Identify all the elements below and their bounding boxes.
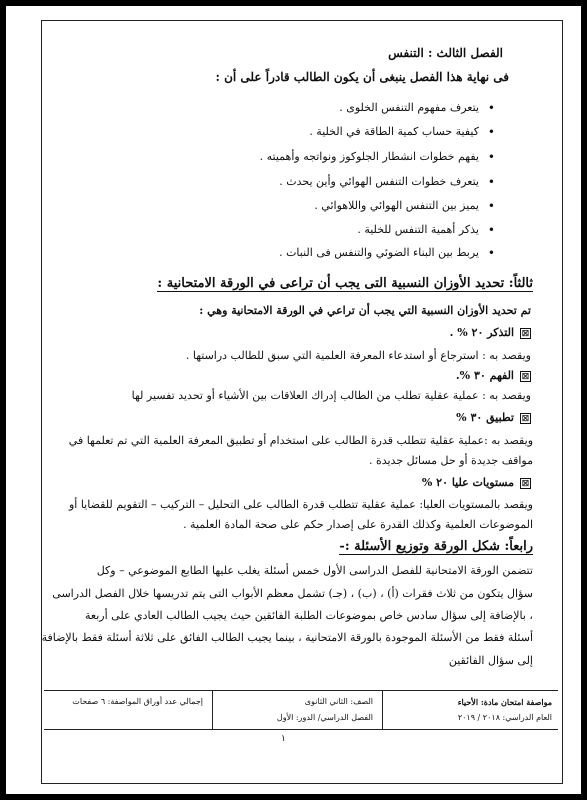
weights-intro: تم تحديد الأوزان النسبية التي يجب أن تراعي في الورقة الامتحانية وهي : xyxy=(199,304,531,317)
list-item: • يذكر أهمية التنفس للخلية . xyxy=(357,223,495,237)
list-item: • يربط بين البناء الضوئي والتنفس فى النبات . xyxy=(279,246,495,260)
chapter-intro: فى نهاية هذا الفصل ينبغى أن يكون الطالب قادراً على أن : xyxy=(215,70,509,84)
page-border xyxy=(41,20,563,784)
distribution-line: سؤال يتكون من ثلاث فقرات (أ) ، (ب) ، (جـ) تشمل معظم الأبواب التى يتم تدريسها خلال الفصل الدراسى xyxy=(52,587,533,600)
distribution-heading: رابعاً: شكل الورقة وتوزيع الأسئلة :- xyxy=(339,539,533,554)
list-item: • يفهم خطوات انشطار الجلوكوز ونواتجه وأهميته . xyxy=(259,150,495,164)
distribution-line: تتضمن الورقة الامتحانية للفصل الدراسى الأول خمس أسئلة يغلب عليها الطابع الموضوعي – وكل xyxy=(96,564,533,577)
level-remember-desc: ويقصد به : استرجاع أو استدعاء المعرفة العلمية التي سبق للطالب دراستها . xyxy=(185,349,531,362)
list-item: • يميز بين التنفس الهوائي واللاهوائي . xyxy=(314,199,495,213)
level-higher-desc: ويقصد بالمستويات العليا: عملية عقلية تتطلب قدرة الطالب على التحليل – التركيب – التقويم للقضايا أو xyxy=(68,498,533,511)
level-apply: ☒تطبيق ٣٠ % xyxy=(456,411,530,424)
footer-grade: الصف: الثاني الثانوى xyxy=(304,697,373,706)
footer-term: الفصل الدراسي/ الدور: الأول xyxy=(276,713,373,722)
footer-spec-title: مواصفة امتحان مادة: الأحياء xyxy=(457,697,552,707)
footer-year: العام الدراسي: ٢٠١٨ / ٢٠١٩ xyxy=(457,713,552,722)
footer-pages-cell xyxy=(48,691,203,729)
spec-footer xyxy=(44,690,558,730)
weights-heading: ثالثاً: تحديد الأوزان النسبية التى يجب أن تراعى في الورقة الامتحانية : xyxy=(157,276,533,291)
level-understand: ☒الفهم ٣٠ %. xyxy=(455,369,530,382)
list-item: • كيفية حساب كمية الطاقة في الخلية . xyxy=(309,125,495,139)
checkbox-icon: ☒ xyxy=(521,327,530,338)
level-apply-desc: ويقصد به :عملية عقلية تتطلب قدرة الطالب على استخدام أو تطبيق المعرفة العلمية التي تم تعلمها في xyxy=(68,434,533,447)
chapter-title: الفصل الثالث : التنفس xyxy=(388,46,503,60)
footer-spec-cell xyxy=(392,691,552,729)
distribution-line: إلى سؤال الفائقين xyxy=(448,654,533,667)
footer-divider xyxy=(212,691,213,729)
level-remember: ☒التذكر ٢٠ % . xyxy=(449,326,530,339)
checkbox-icon: ☒ xyxy=(521,370,530,381)
distribution-line: ، بالإضافة إلى سؤال سادس خاص بموضوعات الطلبة الفائقين حيث يجيب الطالب العادي على أربعة xyxy=(85,609,533,622)
distribution-line: أسئلة فقط من الأسئلة الموجودة بالورقة الامتحانية ، بينما يجيب الطالب الفائق على ثلاثة أسئلة فقط بالإضافة xyxy=(41,631,533,644)
footer-divider xyxy=(382,691,383,729)
page-number: ١ xyxy=(281,734,286,744)
footer-grade-cell xyxy=(223,691,373,729)
list-item: • يتعرف خطوات التنفس الهوائي وأين يحدث . xyxy=(279,175,495,189)
level-higher: ☒مستويات عليا ٢٠ % xyxy=(421,476,530,489)
list-item: • يتعرف مفهوم التنفس الخلوى . xyxy=(339,101,495,115)
checkbox-icon: ☒ xyxy=(521,477,530,488)
level-higher-desc-2: الموضوعات العلمية وكذلك القدرة على إصدار حكم على صحة المادة العلمية . xyxy=(183,518,533,531)
document-page xyxy=(6,6,581,794)
checkbox-icon: ☒ xyxy=(521,412,530,423)
level-apply-desc-2: مواقف جديدة أو حل مسائل جديدة . xyxy=(368,454,533,467)
footer-pages: إجمالي عدد أوراق المواصفة: ٦ صفحات xyxy=(72,697,203,706)
level-understand-desc: ويقصد به : عملية عقلية تطلب من الطالب إدراك العلاقات بين الأشياء أو تحديد تفسير لها xyxy=(131,389,531,402)
